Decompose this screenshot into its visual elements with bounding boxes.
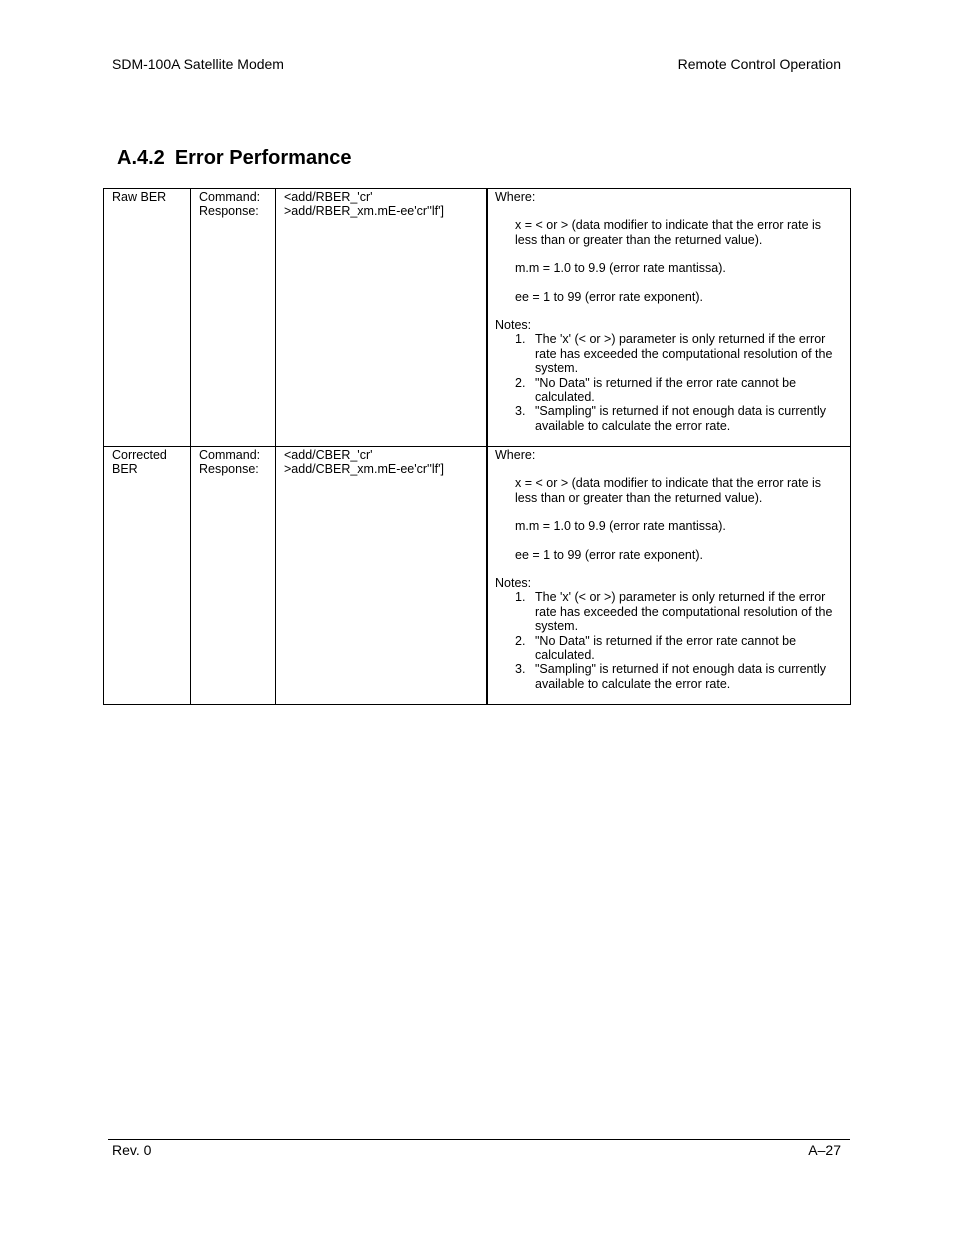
message-type-cell xyxy=(191,447,276,705)
param-mantissa-description: m.m = 1.0 to 9.9 (error rate mantissa). xyxy=(515,519,726,534)
param-x-description: x = < or > (data modifier to indicate that the error rate is less than or greater than the returned value). xyxy=(515,218,822,247)
parameter-name: Raw BER xyxy=(112,190,167,204)
param-exponent-description: ee = 1 to 99 (error rate exponent). xyxy=(515,289,703,304)
note-number: 2. xyxy=(515,375,526,390)
syntax-cell xyxy=(276,447,488,705)
note-text: The 'x' (< or >) parameter is only returned if the error rate has exceeded the computational resolution of the system. xyxy=(535,590,833,634)
response-label: Response: xyxy=(199,204,259,219)
command-label: Command: xyxy=(199,448,261,462)
response-syntax: >add/RBER_xm.mE-ee'cr''lf'] xyxy=(284,204,444,219)
header-chapter-title: Remote Control Operation xyxy=(677,56,841,72)
parameter-name-cell xyxy=(104,447,191,705)
section-number: A.4.2 xyxy=(117,147,165,169)
description-cell xyxy=(487,189,851,447)
note-text: "No Data" is returned if the error rate cannot be calculated. xyxy=(535,633,797,663)
param-x-description: x = < or > (data modifier to indicate that the error rate is less than or greater than the returned value). xyxy=(515,476,822,505)
section-title-text: Error Performance xyxy=(174,147,352,169)
note-number: 1. xyxy=(515,590,526,605)
notes-label: Notes: xyxy=(495,576,532,591)
command-table xyxy=(103,188,851,705)
notes-list xyxy=(495,590,836,691)
list-item xyxy=(515,332,836,375)
parameter-name-cell xyxy=(104,189,191,447)
response-label: Response: xyxy=(199,462,259,477)
syntax-cell xyxy=(276,189,488,447)
note-number: 2. xyxy=(515,633,526,648)
note-text: "No Data" is returned if the error rate cannot be calculated. xyxy=(535,375,797,405)
where-label: Where: xyxy=(495,190,536,204)
parameter-name: Corrected BER xyxy=(112,448,167,477)
param-mantissa-description: m.m = 1.0 to 9.9 (error rate mantissa). xyxy=(515,261,726,276)
note-number: 1. xyxy=(515,332,526,347)
list-item xyxy=(515,404,836,433)
description-cell xyxy=(487,447,851,705)
list-item xyxy=(515,590,836,633)
notes-list xyxy=(495,332,836,433)
note-number: 3. xyxy=(515,404,526,419)
table-row xyxy=(104,189,851,447)
note-text: "Sampling" is returned if not enough data is currently available to calculate the error rate. xyxy=(535,662,826,691)
response-syntax: >add/CBER_xm.mE-ee'cr''lf'] xyxy=(284,462,444,477)
command-label: Command: xyxy=(199,190,261,204)
command-syntax: <add/CBER_'cr' xyxy=(284,448,373,462)
footer-revision: Rev. 0 xyxy=(112,1142,152,1158)
notes-label: Notes: xyxy=(495,318,532,333)
table-row xyxy=(104,447,851,705)
param-exponent-description: ee = 1 to 99 (error rate exponent). xyxy=(515,547,703,562)
command-syntax: <add/RBER_'cr' xyxy=(284,190,373,204)
footer-page-number: A–27 xyxy=(808,1142,841,1158)
where-label: Where: xyxy=(495,448,536,462)
note-number: 3. xyxy=(515,662,526,677)
list-item xyxy=(515,662,836,691)
message-type-cell xyxy=(191,189,276,447)
list-item xyxy=(515,634,836,663)
list-item xyxy=(515,376,836,405)
note-text: "Sampling" is returned if not enough data is currently available to calculate the error rate. xyxy=(535,404,826,433)
footer-divider xyxy=(108,1139,850,1140)
header-document-title: SDM-100A Satellite Modem xyxy=(112,56,284,72)
note-text: The 'x' (< or >) parameter is only returned if the error rate has exceeded the computational resolution of the system. xyxy=(535,332,833,376)
section-heading xyxy=(117,147,352,170)
